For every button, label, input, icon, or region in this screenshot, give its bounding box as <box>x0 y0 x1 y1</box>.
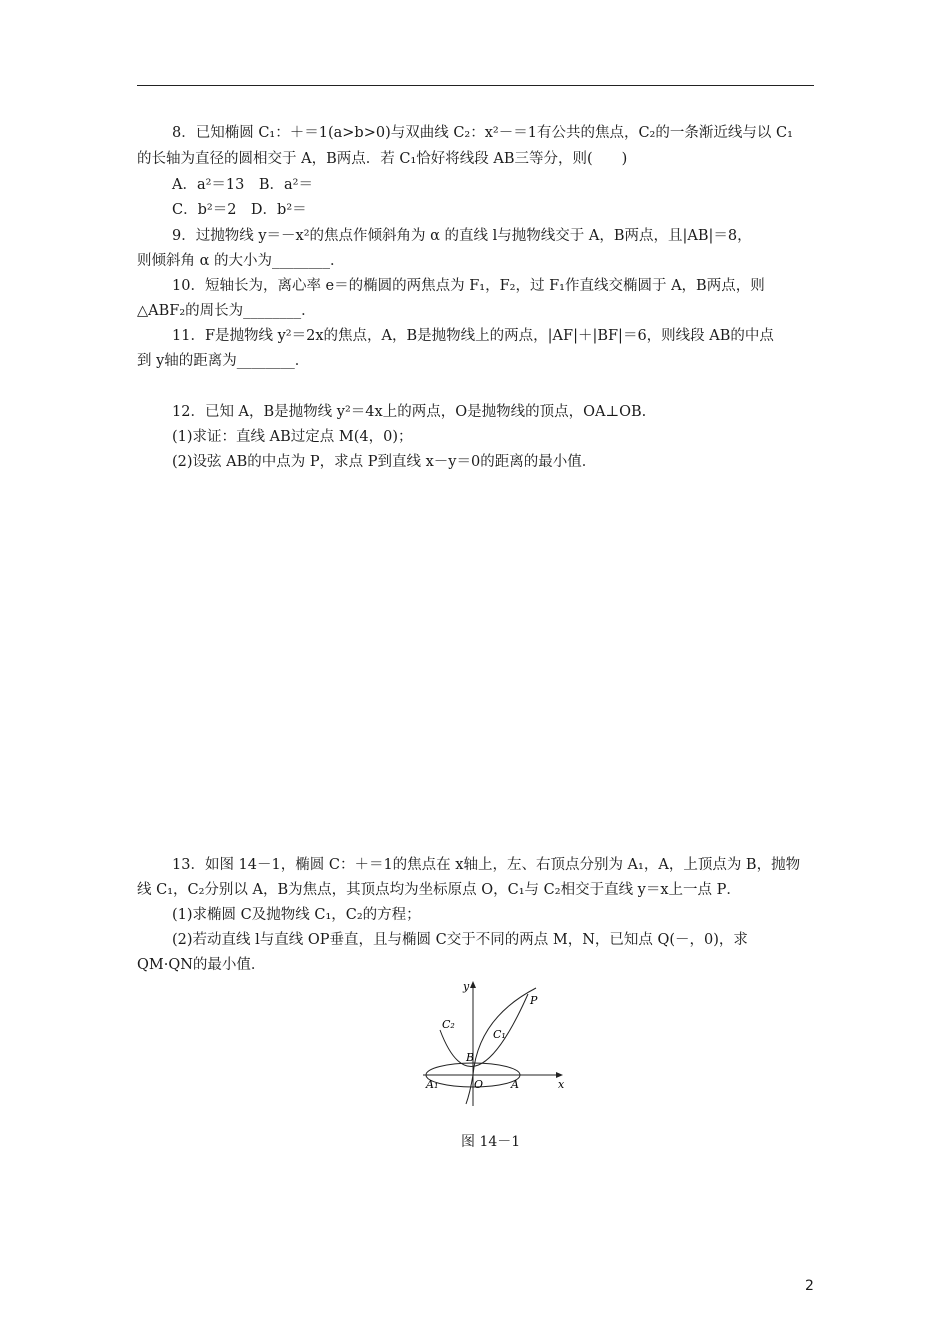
problem-9-line-2: 则倾斜角 α 的大小为________． <box>137 253 345 269</box>
problem-8-line-2: 的长轴为直径的圆相交于 A，B两点．若 C₁恰好将线段 AB三等分，则( ) <box>137 151 628 167</box>
problem-8-options-ab: A．a²＝13 B．a²＝ <box>172 177 313 193</box>
figure-caption: 图 14－1 <box>461 1134 521 1150</box>
label-a1: A₁ <box>426 1078 439 1091</box>
problem-13-part-1: (1)求椭圆 C及抛物线 C₁，C₂的方程； <box>172 907 421 923</box>
problem-13-line-1: 13．如图 14－1，椭圆 C：＋＝1的焦点在 x轴上，左、右顶点分别为 A₁，A，上顶点为 B，抛物 <box>172 857 801 873</box>
problem-11-line-2: 到 y轴的距离为________． <box>137 353 310 369</box>
problem-10-line-1: 10．短轴长为，离心率 e＝的椭圆的两焦点为 F₁，F₂，过 F₁作直线交椭圆于 A，B两点，则 <box>172 278 765 294</box>
page-number: 2 <box>805 1278 814 1294</box>
header-rule <box>137 85 814 86</box>
label-y: y <box>463 980 470 993</box>
problem-9-line-1: 9．过抛物线 y＝－x²的焦点作倾斜角为 α 的直线 l与抛物线交于 A，B两点，且|AB|＝8， <box>172 228 752 244</box>
label-c2: C₂ <box>442 1018 455 1031</box>
label-b: B <box>466 1051 475 1064</box>
figure-14-1 <box>418 978 568 1108</box>
problem-8-options-cd: C．b²＝2 D．b²＝ <box>172 202 307 218</box>
problem-13-part-2: (2)若动直线 l与直线 OP垂直，且与椭圆 C交于不同的两点 M，N，已知点 Q(－，0)，求 <box>172 932 748 948</box>
label-x: x <box>558 1078 565 1091</box>
problem-8-line-1: 8．已知椭圆 C₁：＋＝1(a>b>0)与双曲线 C₂：x²－＝1有公共的焦点，C₂的一条渐近线与以 C₁ <box>172 125 793 141</box>
problem-12-part-1: (1)求证：直线 AB过定点 M(4，0)； <box>172 429 413 445</box>
problem-13-line-5: QM·QN的最小值． <box>137 957 266 973</box>
label-c1: C₁ <box>493 1028 506 1041</box>
label-a: A <box>511 1078 519 1091</box>
problem-12-line-1: 12．已知 A，B是抛物线 y²＝4x上的两点，O是抛物线的顶点，OA⊥OB. <box>172 404 647 420</box>
label-p: P <box>530 994 538 1007</box>
label-o: O <box>474 1078 484 1091</box>
problem-10-line-2: △ABF₂的周长为________． <box>137 303 316 319</box>
y-axis-arrow <box>470 981 476 988</box>
problem-11-line-1: 11．F是抛物线 y²＝2x的焦点，A，B是抛物线上的两点，|AF|＋|BF|＝6，则线段 AB的中点 <box>172 328 774 344</box>
problem-12-part-2: (2)设弦 AB的中点为 P，求点 P到直线 x－y＝0的距离的最小值． <box>172 454 597 470</box>
problem-13-line-2: 线 C₁，C₂分别以 A，B为焦点，其顶点均为坐标原点 O，C₁与 C₂相交于直线 y＝x上一点 P． <box>137 882 741 898</box>
parabola-c1-lower <box>466 1075 473 1104</box>
